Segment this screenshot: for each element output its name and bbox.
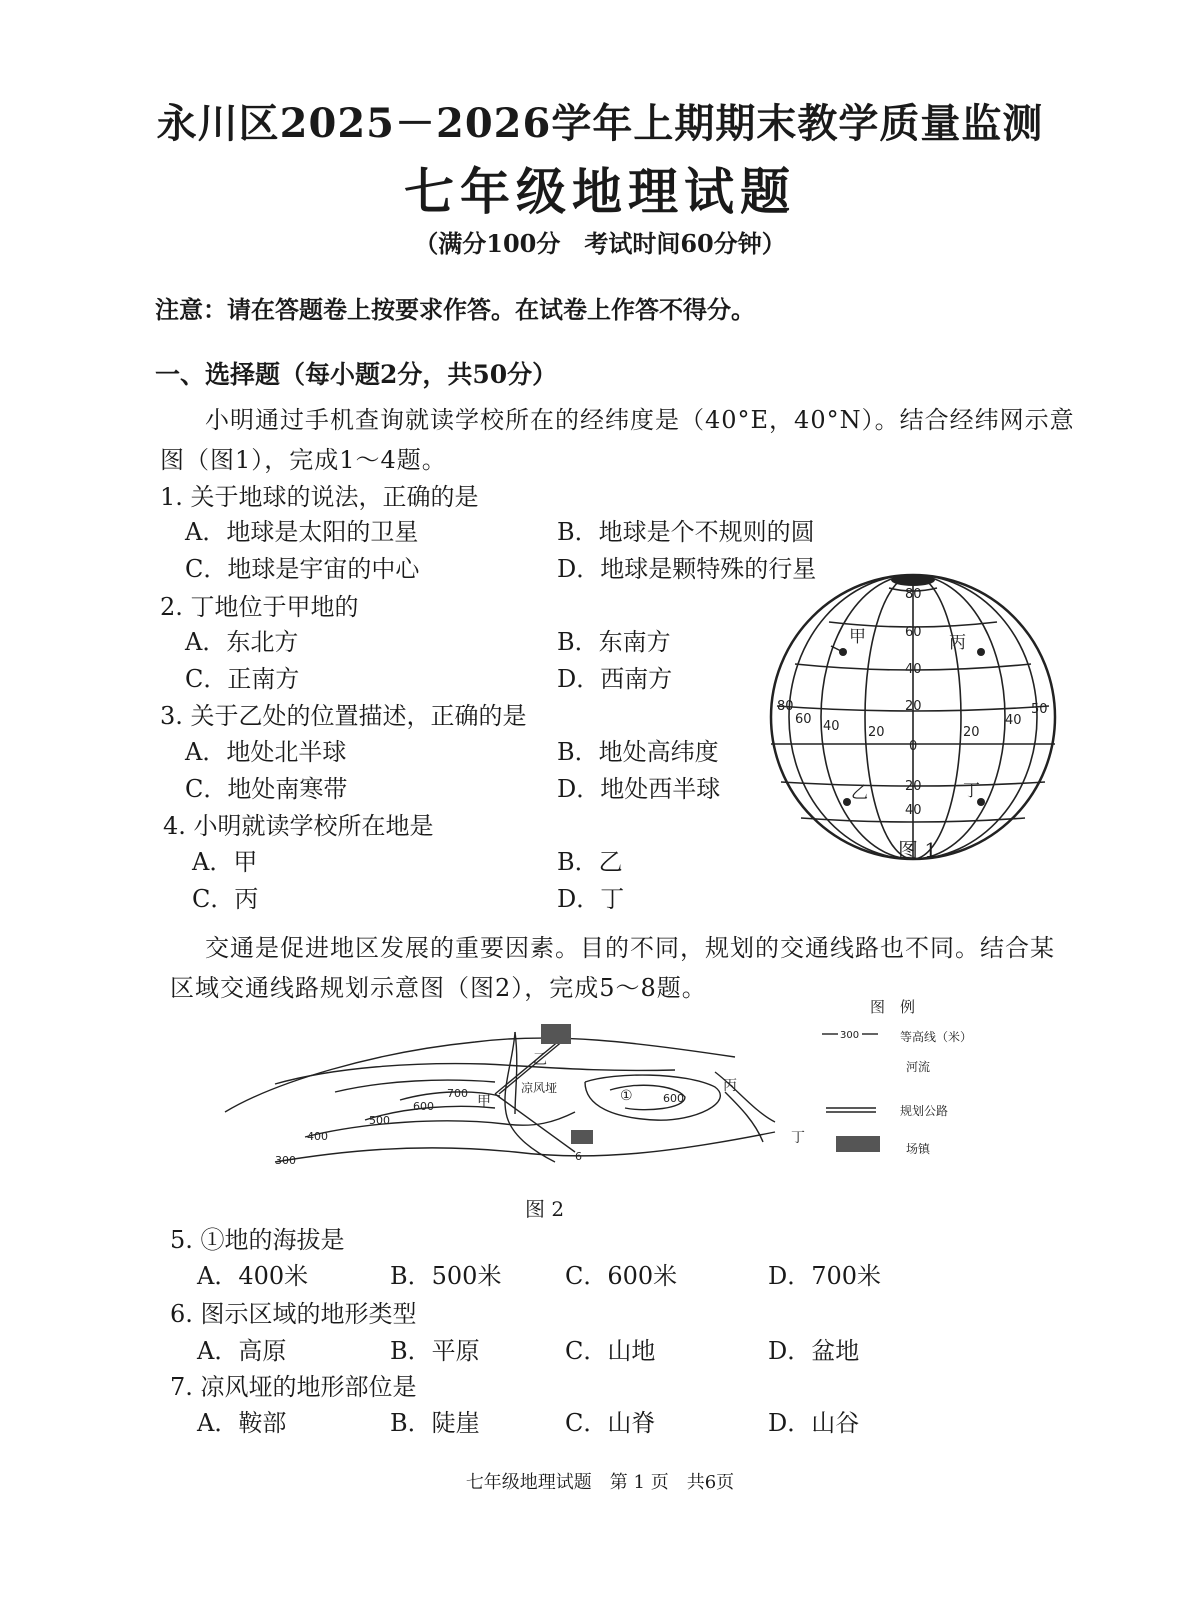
place-yi-label: 乙 bbox=[851, 783, 868, 803]
lon-label: 50 bbox=[1031, 702, 1048, 717]
figure-1-globe bbox=[765, 568, 1065, 868]
legend-river-label: 河流 bbox=[906, 1060, 931, 1074]
question-2-option-a: A．东北方 bbox=[185, 628, 299, 656]
question-4-stem: 4. 小明就读学校所在地是 bbox=[163, 812, 434, 840]
river-line bbox=[515, 1032, 517, 1114]
question-7-option-d: D．山谷 bbox=[768, 1409, 860, 1437]
question-7-option-c: C．山脊 bbox=[565, 1409, 656, 1437]
lon-label: 20 bbox=[963, 725, 980, 740]
contour-label: 600 bbox=[413, 1100, 434, 1113]
question-6-option-a: A．高原 bbox=[197, 1337, 287, 1365]
question-6-option-d: D．盆地 bbox=[768, 1337, 860, 1365]
place-ding-label: 丁 bbox=[963, 781, 980, 801]
contour-label: 400 bbox=[307, 1130, 328, 1143]
town-marker bbox=[571, 1130, 593, 1144]
intro1-line2: 图（图1），完成1～4题。 bbox=[160, 446, 447, 474]
question-1-option-b: B．地球是个不规则的圆 bbox=[557, 518, 815, 546]
question-7-stem: 7. 凉风垭的地形部位是 bbox=[170, 1373, 417, 1401]
place-yi-dot bbox=[843, 798, 851, 806]
question-4-option-c: C．丙 bbox=[192, 885, 259, 913]
question-6-option-b: B．平原 bbox=[390, 1337, 480, 1365]
legend-contour-label: 等高线（米） bbox=[900, 1030, 973, 1044]
question-4-option-b: B．乙 bbox=[557, 848, 623, 876]
question-7-option-b: B．陡崖 bbox=[390, 1409, 480, 1437]
contour-label: 500 bbox=[369, 1114, 390, 1127]
question-5-option-d: D．700米 bbox=[768, 1262, 882, 1290]
contour-line bbox=[335, 1080, 495, 1092]
legend-title: 图 例 bbox=[870, 998, 916, 1016]
question-4-option-d: D．丁 bbox=[557, 885, 625, 913]
question-5-stem: 5. ①地的海拔是 bbox=[170, 1226, 345, 1254]
question-5-option-a: A．400米 bbox=[197, 1262, 309, 1290]
question-3-option-c: C．地处南寒带 bbox=[185, 775, 348, 803]
place-bing-label: 丙 bbox=[723, 1078, 737, 1094]
question-4-option-a: A．甲 bbox=[192, 848, 258, 876]
north-pole-marker bbox=[891, 574, 935, 586]
intro2-line2: 区域交通线路规划示意图（图2），完成5～8题。 bbox=[170, 974, 707, 1002]
lat-label: 0 bbox=[909, 739, 918, 754]
place-jia-label: 甲 bbox=[477, 1094, 491, 1110]
lat-label: 40 bbox=[905, 662, 922, 677]
question-3-stem: 3. 关于乙处的位置描述，正确的是 bbox=[160, 702, 527, 730]
figure-2-contour-map bbox=[215, 1012, 835, 1182]
question-6-stem: 6. 图示区域的地形类型 bbox=[170, 1300, 417, 1328]
figure-1-caption: 图 1 bbox=[898, 838, 938, 862]
contour-line bbox=[585, 1075, 720, 1120]
contour-line bbox=[305, 1112, 575, 1137]
question-2-option-c: C．正南方 bbox=[185, 665, 300, 693]
intro2-line1: 交通是促进地区发展的重要因素。目的不同，规划的交通线路也不同。结合某 bbox=[205, 934, 1055, 962]
place-yi-label: 乙 bbox=[533, 1052, 547, 1068]
question-3-option-d: D．地处西半球 bbox=[557, 775, 721, 803]
question-7-option-a: A．鞍部 bbox=[197, 1409, 287, 1437]
section-title: 一、选择题（每小题2分，共50分） bbox=[155, 360, 558, 389]
place-jia-label: 甲 bbox=[849, 627, 866, 647]
question-1-option-a: A．地球是太阳的卫星 bbox=[185, 518, 419, 546]
contour-label: 300 bbox=[275, 1154, 296, 1167]
question-6-option-c: C．山地 bbox=[565, 1337, 656, 1365]
question-1-stem: 1. 关于地球的说法，正确的是 bbox=[160, 483, 479, 511]
question-5-option-c: C．600米 bbox=[565, 1262, 678, 1290]
legend-symbols bbox=[820, 1022, 880, 1162]
lat-label: 80 bbox=[905, 587, 922, 602]
legend-town-label: 场镇 bbox=[906, 1142, 931, 1156]
exam-title: 永川区2025－2026学年上期期末教学质量监测 bbox=[156, 100, 1044, 147]
exam-subtitle: （满分100分 考试时间60分钟） bbox=[414, 229, 786, 258]
contour-label: 700 bbox=[447, 1087, 468, 1100]
lat-label: 20 bbox=[905, 699, 922, 714]
legend-town-symbol bbox=[836, 1136, 880, 1152]
question-2-stem: 2. 丁地位于甲地的 bbox=[160, 593, 359, 621]
place-bing-dot bbox=[977, 648, 985, 656]
question-2-option-b: B．东南方 bbox=[557, 628, 671, 656]
contour-line bbox=[725, 1092, 763, 1142]
question-3-option-b: B．地处高纬度 bbox=[557, 738, 719, 766]
legend-contour-value: 300 bbox=[840, 1030, 860, 1041]
page-footer: 七年级地理试题 第 1 页 共6页 bbox=[465, 1472, 735, 1493]
river-line bbox=[505, 1032, 558, 1162]
contour-label: 600 bbox=[663, 1092, 684, 1105]
question-3-option-a: A．地处北半球 bbox=[185, 738, 347, 766]
question-2-option-d: D．西南方 bbox=[557, 665, 673, 693]
lat-label: 60 bbox=[905, 625, 922, 640]
place-6-label: 6 bbox=[575, 1150, 582, 1163]
question-1-option-d: D．地球是颗特殊的行星 bbox=[557, 555, 817, 583]
place-1-label: ① bbox=[620, 1088, 633, 1104]
lon-label: 40 bbox=[1005, 713, 1022, 728]
intro1-line1: 小明通过手机查询就读学校所在的经纬度是（40°E，40°N）。结合经纬网示意 bbox=[205, 406, 1075, 434]
lon-label: 60 bbox=[795, 712, 812, 727]
lon-label: 20 bbox=[868, 725, 885, 740]
question-1-option-c: C．地球是宇宙的中心 bbox=[185, 555, 420, 583]
planned-road-line bbox=[495, 1094, 575, 1152]
lon-label: 40 bbox=[823, 719, 840, 734]
exam-subject: 七年级地理试题 bbox=[404, 162, 796, 221]
contour-line bbox=[275, 1132, 775, 1162]
exam-notice: 注意：请在答题卷上按要求作答。在试卷上作答不得分。 bbox=[155, 295, 755, 324]
lat-label: 40 bbox=[905, 803, 922, 818]
place-ding-label: 丁 bbox=[791, 1130, 805, 1146]
figure-2-caption: 图 2 bbox=[525, 1197, 565, 1221]
place-liangfengya-label: 凉风垭 bbox=[521, 1081, 558, 1095]
lon-label: 80 bbox=[777, 699, 794, 714]
place-bing-label: 丙 bbox=[949, 633, 966, 653]
town-marker bbox=[541, 1024, 571, 1044]
legend-road-label: 规划公路 bbox=[900, 1104, 949, 1118]
question-5-option-b: B．500米 bbox=[390, 1262, 502, 1290]
lat-label: 20 bbox=[905, 779, 922, 794]
